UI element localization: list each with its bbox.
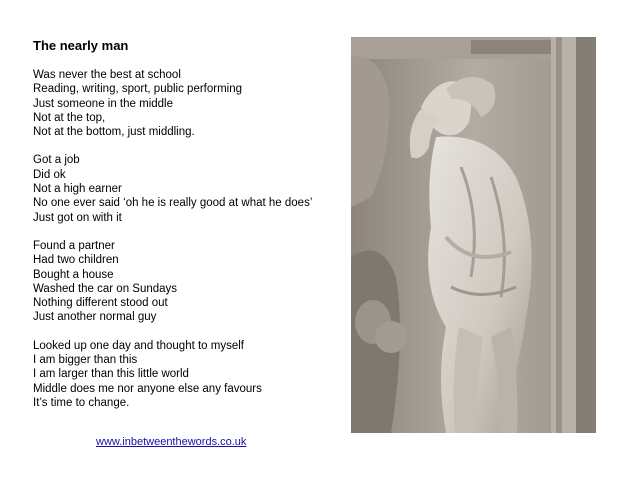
stanza-4 [33,339,323,410]
stanza-3 [33,239,323,325]
poem-line: Got a job [33,154,80,167]
poem-line: I am larger than this little world [33,368,189,381]
poem-title: The nearly man [33,38,129,53]
poem-line: Had two children [33,254,119,267]
poem-line: Found a partner [33,239,115,252]
poem-line: Did ok [33,168,66,181]
poem-line: Nothing different stood out [33,297,168,310]
poem-line: Washed the car on Sundays [33,282,178,295]
poem-line: No one ever said ‘oh he is really good at what he does’ [33,197,313,210]
statue-photo [351,37,596,433]
poem-line: Was never the best at school [33,69,181,81]
poem-line: Not a high earner [33,183,122,196]
poem-line: Just got on with it [33,211,122,224]
poem-line: Bought a house [33,268,114,281]
stanza-2 [33,153,323,224]
poem-line: Middle does me nor anyone else any favours [33,382,262,395]
poem [33,38,323,424]
poem-line: Reading, writing, sport, public performing [33,83,243,96]
poem-line: Just another normal guy [33,311,157,324]
poem-line: Not at the top, [33,111,106,124]
poem-line: Looked up one day and thought to myself [33,339,244,352]
website-link[interactable]: www.inbetweenthewords.co.uk [96,436,247,448]
poem-line: It’s time to change. [33,396,130,409]
stanza-1 [33,68,323,139]
poem-line: Just someone in the middle [33,97,173,110]
poem-line: I am bigger than this [33,354,138,367]
poem-line: Not at the bottom, just middling. [33,126,195,139]
